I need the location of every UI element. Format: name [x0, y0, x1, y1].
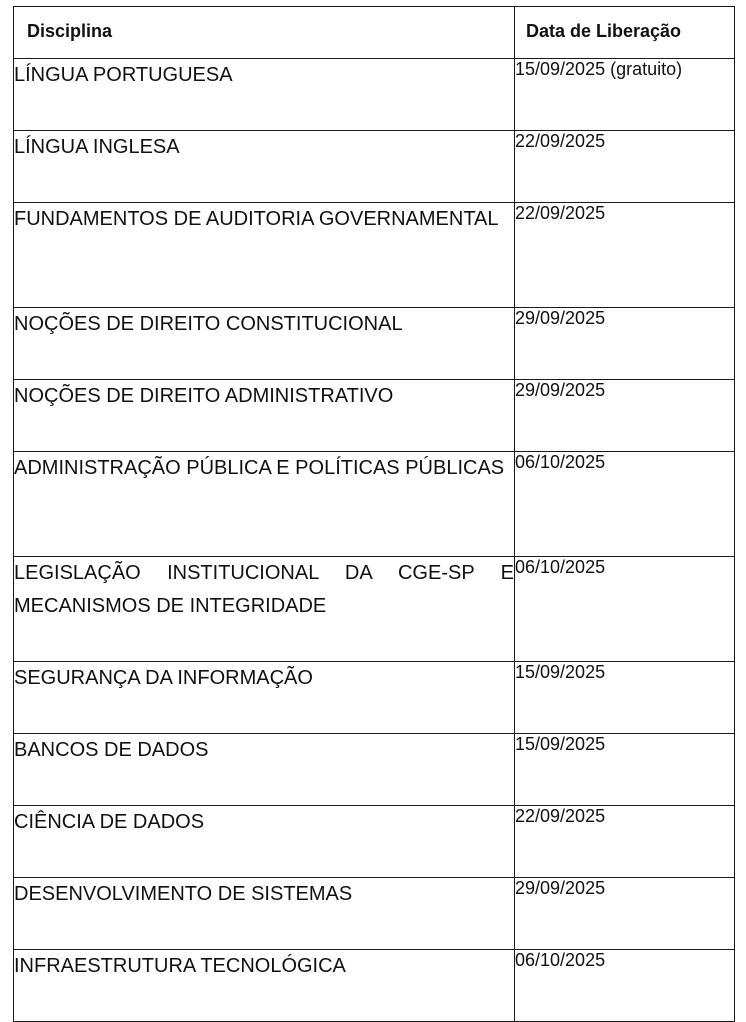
discipline-column-header: Disciplina: [14, 7, 515, 59]
table-row: [14, 662, 735, 734]
table-row: [14, 308, 735, 380]
table-row: [14, 131, 735, 203]
release-date-cell: 22/09/2025: [515, 806, 735, 878]
release-date-cell: 15/09/2025: [515, 662, 735, 734]
release-date-cell: 06/10/2025: [515, 557, 735, 662]
release-date-cell: 06/10/2025: [515, 452, 735, 557]
table-row: [14, 380, 735, 452]
release-date-cell: 15/09/2025: [515, 734, 735, 806]
discipline-cell: CIÊNCIA DE DADOS: [14, 806, 515, 878]
discipline-cell: SEGURANÇA DA INFORMAÇÃO: [14, 662, 515, 734]
discipline-cell: NOÇÕES DE DIREITO ADMINISTRATIVO: [14, 380, 515, 452]
table-row: [14, 452, 735, 557]
table-row: [14, 734, 735, 806]
release-date-cell: 22/09/2025: [515, 131, 735, 203]
release-date-column-header: Data de Liberação: [515, 7, 735, 59]
release-date-cell: 15/09/2025 (gratuito): [515, 59, 735, 131]
table-row: [14, 203, 735, 308]
discipline-cell: LÍNGUA INGLESA: [14, 131, 515, 203]
discipline-cell: LÍNGUA PORTUGUESA: [14, 59, 515, 131]
release-date-cell: 22/09/2025: [515, 203, 735, 308]
discipline-cell: NOÇÕES DE DIREITO CONSTITUCIONAL: [14, 308, 515, 380]
discipline-cell: LEGISLAÇÃO INSTITUCIONAL DA CGE-SP E MECANISMOS DE INTEGRIDADE: [14, 557, 515, 662]
discipline-cell: DESENVOLVIMENTO DE SISTEMAS: [14, 878, 515, 950]
release-date-cell: 29/09/2025: [515, 380, 735, 452]
release-date-cell: 29/09/2025: [515, 308, 735, 380]
table-row: [14, 806, 735, 878]
release-schedule-table: [13, 6, 735, 1022]
table-row: [14, 557, 735, 662]
discipline-cell: ADMINISTRAÇÃO PÚBLICA E POLÍTICAS PÚBLICAS: [14, 452, 515, 557]
table-row: [14, 59, 735, 131]
discipline-cell: BANCOS DE DADOS: [14, 734, 515, 806]
discipline-cell: FUNDAMENTOS DE AUDITORIA GOVERNAMENTAL: [14, 203, 515, 308]
release-date-cell: 29/09/2025: [515, 878, 735, 950]
table-row: [14, 878, 735, 950]
table-row: [14, 950, 735, 1022]
table-header-row: [14, 7, 735, 59]
release-date-cell: 06/10/2025: [515, 950, 735, 1022]
discipline-cell: INFRAESTRUTURA TECNOLÓGICA: [14, 950, 515, 1022]
